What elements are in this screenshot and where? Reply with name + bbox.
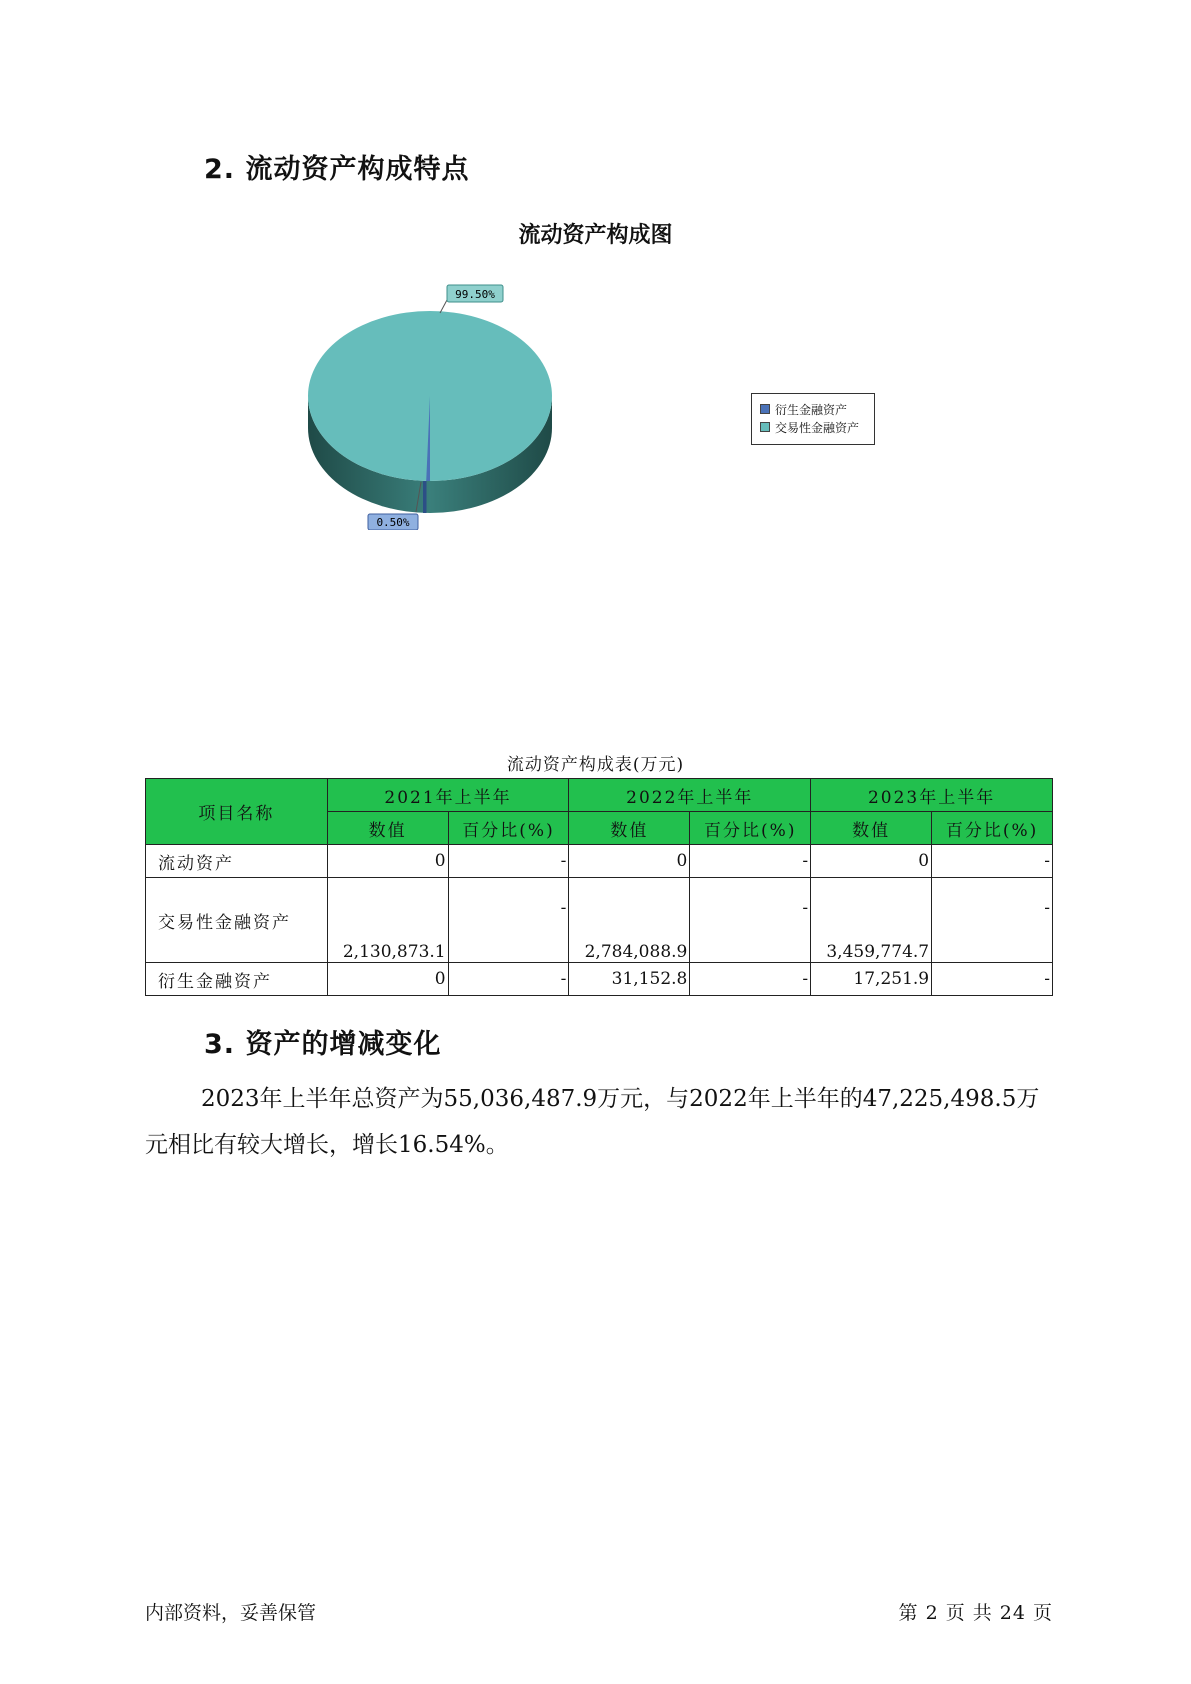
cell-pct: - <box>932 878 1053 963</box>
cell-value: 3,459,774.7 <box>811 878 932 963</box>
label-trading: 99.50% <box>455 288 495 301</box>
cell-value: 0 <box>327 845 448 878</box>
header-pct: 百分比(%) <box>932 812 1053 845</box>
header-year-2021: 2021年上半年 <box>327 779 569 812</box>
cell-pct: - <box>690 878 811 963</box>
paragraph-text: 2023年上半年总资产为55,036,487.9万元，与2022年上半年的47,225,498.5万元相比有较大增长，增长16.54%。 <box>145 1086 1040 1158</box>
table-row <box>146 845 1053 878</box>
row-name: 交易性金融资产 <box>146 878 328 963</box>
cell-value: 2,130,873.1 <box>327 878 448 963</box>
legend-label-derivative: 衍生金融资产 <box>775 402 848 417</box>
legend-label-trading: 交易性金融资产 <box>775 420 860 435</box>
cell-value: 2,784,088.9 <box>569 878 690 963</box>
header-pct: 百分比(%) <box>448 812 569 845</box>
cell-pct: - <box>690 845 811 878</box>
cell-value: 0 <box>327 963 448 996</box>
legend-item-trading <box>760 418 874 436</box>
header-year-2022: 2022年上半年 <box>569 779 811 812</box>
header-year-2023: 2023年上半年 <box>811 779 1053 812</box>
table-row <box>146 878 1053 963</box>
header-value: 数值 <box>569 812 690 845</box>
cell-pct: - <box>690 963 811 996</box>
chart-legend <box>751 393 875 445</box>
pie-chart <box>290 270 610 530</box>
label-derivative: 0.50% <box>376 516 410 529</box>
chart-title: 流动资产构成图 <box>518 223 673 248</box>
leader-trading <box>440 300 447 313</box>
cell-value: 0 <box>569 845 690 878</box>
table-caption: 流动资产构成表(万元) <box>506 755 685 775</box>
footer-page-number: 第 2 页 共 24 页 <box>898 1602 1053 1624</box>
row-name: 流动资产 <box>146 845 328 878</box>
cell-value: 17,251.9 <box>811 963 932 996</box>
header-value: 数值 <box>811 812 932 845</box>
cell-pct: - <box>448 878 569 963</box>
pie-side-derivative <box>423 481 427 513</box>
legend-item-derivative <box>760 400 874 418</box>
header-value: 数值 <box>327 812 448 845</box>
section-heading: 3. 资产的增减变化 <box>204 1029 442 1060</box>
table-row <box>146 963 1053 996</box>
cell-value: 31,152.8 <box>569 963 690 996</box>
cell-pct: - <box>448 963 569 996</box>
legend-swatch-derivative <box>760 404 770 414</box>
section-heading: 2. 流动资产构成特点 <box>204 154 470 185</box>
header-pct: 百分比(%) <box>690 812 811 845</box>
cell-value: 0 <box>811 845 932 878</box>
cell-pct: - <box>932 845 1053 878</box>
body-paragraph <box>145 1076 1050 1168</box>
current-assets-table <box>145 778 1053 996</box>
footer-confidential: 内部资料，妥善保管 <box>145 1602 317 1624</box>
legend-swatch-trading <box>760 422 770 432</box>
cell-pct: - <box>932 963 1053 996</box>
cell-pct: - <box>448 845 569 878</box>
row-name: 衍生金融资产 <box>146 963 328 996</box>
header-item-name: 项目名称 <box>146 779 328 845</box>
